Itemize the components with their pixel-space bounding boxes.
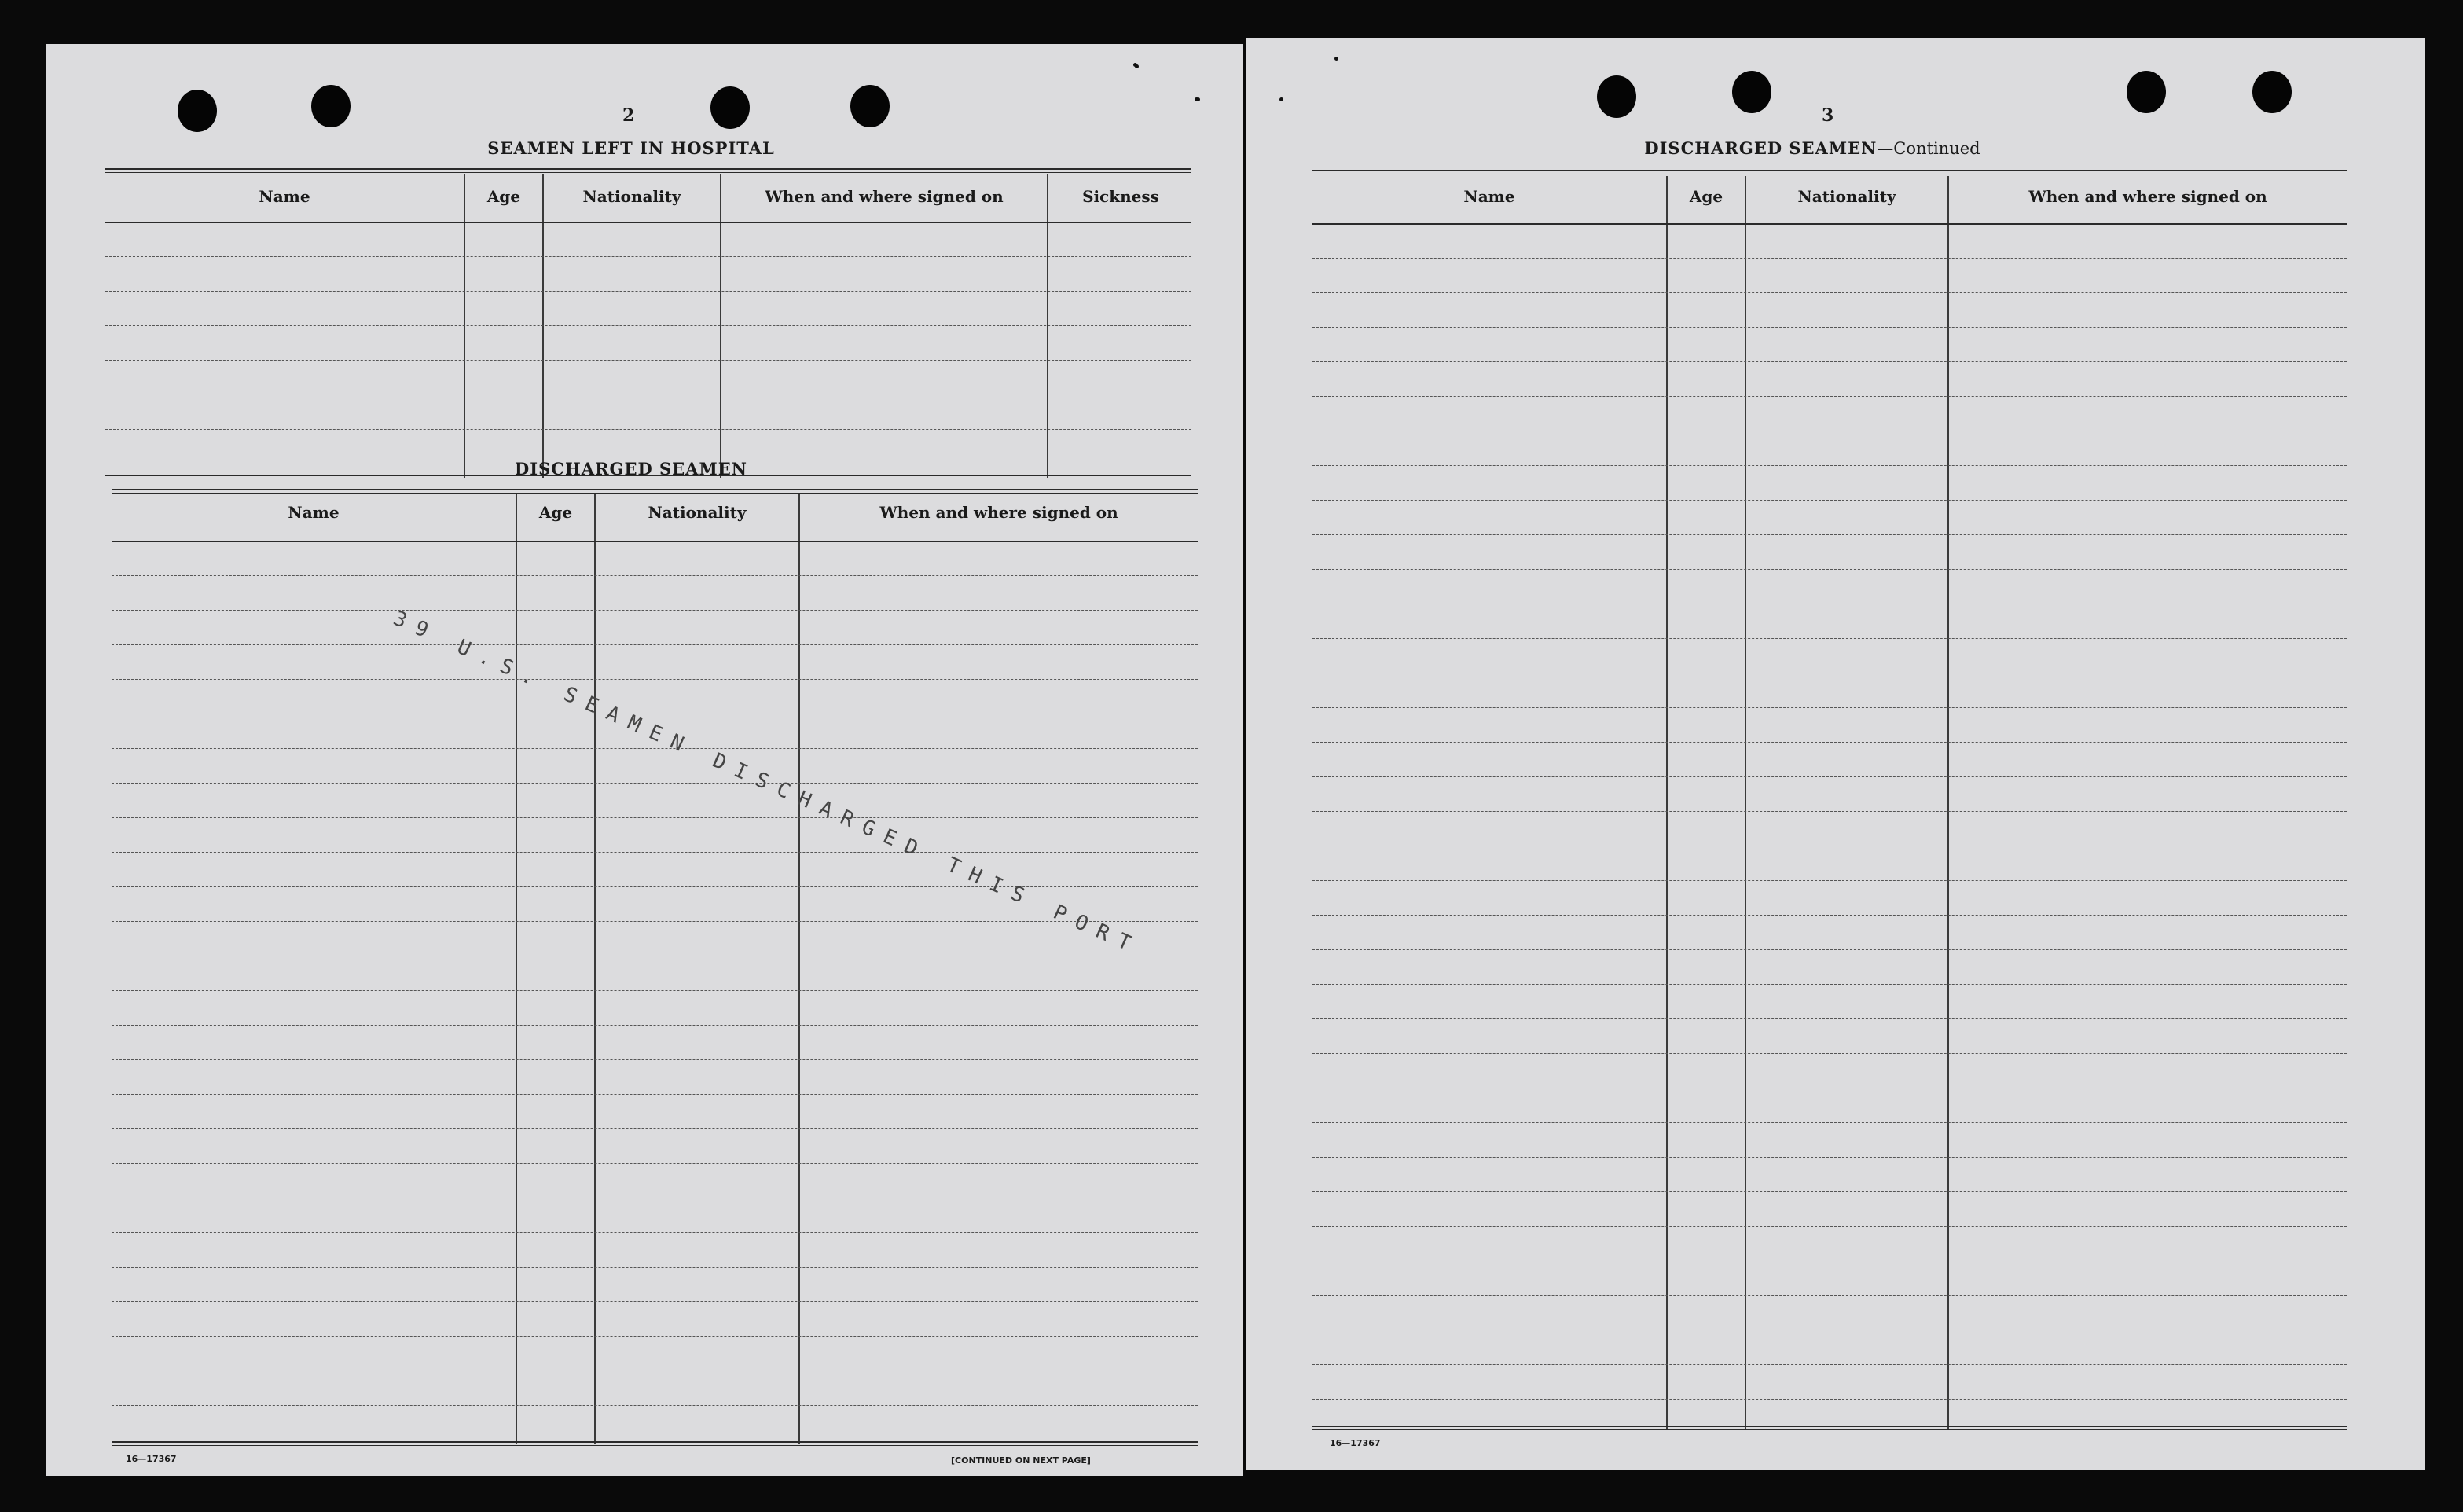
- speck: [1334, 57, 1338, 61]
- punch-hole: [850, 85, 890, 127]
- punch-hole: [2127, 71, 2166, 113]
- punch-hole: [178, 90, 217, 132]
- col-name: Name: [1463, 187, 1515, 206]
- table-row: [112, 886, 1198, 887]
- table-row: [1312, 1018, 2347, 1019]
- col-nationality: Nationality: [1797, 187, 1896, 206]
- column-divider: [464, 174, 465, 478]
- table-row: [112, 852, 1198, 853]
- col-nationality: Nationality: [648, 503, 747, 522]
- table-row: [112, 1059, 1198, 1060]
- table-row: [112, 1025, 1198, 1026]
- table-row: [1312, 1399, 2347, 1400]
- table-row: [105, 429, 1191, 430]
- title-continued: —Continued: [1877, 139, 1980, 158]
- punch-hole: [2252, 71, 2292, 113]
- table-row: [112, 817, 1198, 818]
- header-rule: [105, 222, 1191, 223]
- table-row: [105, 291, 1191, 292]
- table-row: [112, 1336, 1198, 1337]
- table-top-rule: [1312, 170, 2347, 171]
- col-signed-on: When and where signed on: [765, 187, 1004, 206]
- punch-hole: [311, 85, 351, 127]
- column-divider: [542, 174, 544, 478]
- table-bottom-rule: [1312, 1426, 2347, 1427]
- table-row: [1312, 1157, 2347, 1158]
- table-row: [112, 1267, 1198, 1268]
- table-row: [1312, 1295, 2347, 1296]
- punch-hole: [1732, 71, 1771, 113]
- table-row: [1312, 292, 2347, 293]
- table-top-rule: [112, 489, 1198, 490]
- table-row: [1312, 327, 2347, 328]
- col-nationality: Nationality: [582, 187, 681, 206]
- col-name: Name: [288, 503, 340, 522]
- column-divider: [1947, 176, 1949, 1429]
- table-row: [1312, 949, 2347, 950]
- table-row: [1312, 638, 2347, 639]
- table-row: [1312, 1053, 2347, 1054]
- table-row: [1312, 742, 2347, 743]
- table-row: [1312, 707, 2347, 708]
- table-row: [112, 1405, 1198, 1406]
- table-row: [105, 360, 1191, 361]
- table-row: [1312, 396, 2347, 397]
- left-page: [46, 44, 1243, 1476]
- punch-hole: [1597, 75, 1636, 118]
- col-age: Age: [1689, 187, 1723, 206]
- page-number: 2: [622, 105, 635, 126]
- col-name: Name: [259, 187, 310, 206]
- table-row: [105, 256, 1191, 257]
- header-rule: [1312, 223, 2347, 225]
- table-row: [1312, 811, 2347, 812]
- discharged-section-title: DISCHARGED SEAMEN: [515, 459, 747, 479]
- table-row: [1312, 1226, 2347, 1227]
- speck: [1135, 64, 1139, 68]
- hospital-section-title: SEAMEN LEFT IN HOSPITAL: [487, 138, 775, 158]
- col-signed-on: When and where signed on: [2028, 187, 2267, 206]
- table-row: [1312, 534, 2347, 535]
- table-row: [1312, 984, 2347, 985]
- table-row: [112, 644, 1198, 645]
- table-row: [1312, 569, 2347, 570]
- table-row: [112, 783, 1198, 784]
- table-row: [112, 610, 1198, 611]
- col-signed-on: When and where signed on: [879, 503, 1118, 522]
- table-row: [112, 1128, 1198, 1129]
- col-age: Age: [486, 187, 521, 206]
- continued-note: [CONTINUED ON NEXT PAGE]: [951, 1455, 1091, 1466]
- column-divider: [1047, 174, 1048, 478]
- table-row: [1312, 258, 2347, 259]
- table-row: [1312, 880, 2347, 881]
- table-bottom-rule: [112, 1441, 1198, 1443]
- table-row: [1312, 1122, 2347, 1123]
- right-page: [1246, 38, 2425, 1470]
- speck: [1195, 97, 1198, 101]
- table-row: [112, 575, 1198, 576]
- table-row: [112, 921, 1198, 922]
- punch-hole: [710, 86, 750, 129]
- table-row: [1312, 915, 2347, 916]
- column-divider: [1745, 176, 1746, 1429]
- col-sickness: Sickness: [1082, 187, 1159, 206]
- table-row: [1312, 500, 2347, 501]
- table-row: [1312, 361, 2347, 362]
- table-row: [1312, 776, 2347, 777]
- column-divider: [720, 174, 721, 478]
- form-number: 16—17367: [126, 1454, 177, 1464]
- table-row: [112, 1163, 1198, 1164]
- column-divider: [1666, 176, 1668, 1429]
- table-top-rule: [105, 168, 1191, 170]
- table-row: [112, 1301, 1198, 1302]
- form-number: 16—17367: [1330, 1438, 1381, 1448]
- table-row: [112, 1232, 1198, 1233]
- table-row: [1312, 1191, 2347, 1192]
- table-row: [112, 748, 1198, 749]
- table-row: [105, 325, 1191, 326]
- discharged-continued-title: [1639, 138, 1985, 158]
- header-rule: [112, 541, 1198, 542]
- ink-stamp: 39 U.S. SEAMEN DISCHARGED THIS PORT: [389, 607, 1145, 960]
- speck: [1279, 97, 1283, 101]
- table-row: [112, 1094, 1198, 1095]
- table-row: [112, 990, 1198, 991]
- page-number: 3: [1822, 105, 1834, 126]
- table-row: [1312, 1364, 2347, 1365]
- col-age: Age: [538, 503, 573, 522]
- table-row: [1312, 465, 2347, 466]
- table-row: [112, 679, 1198, 680]
- title-main: DISCHARGED SEAMEN: [1644, 138, 1878, 158]
